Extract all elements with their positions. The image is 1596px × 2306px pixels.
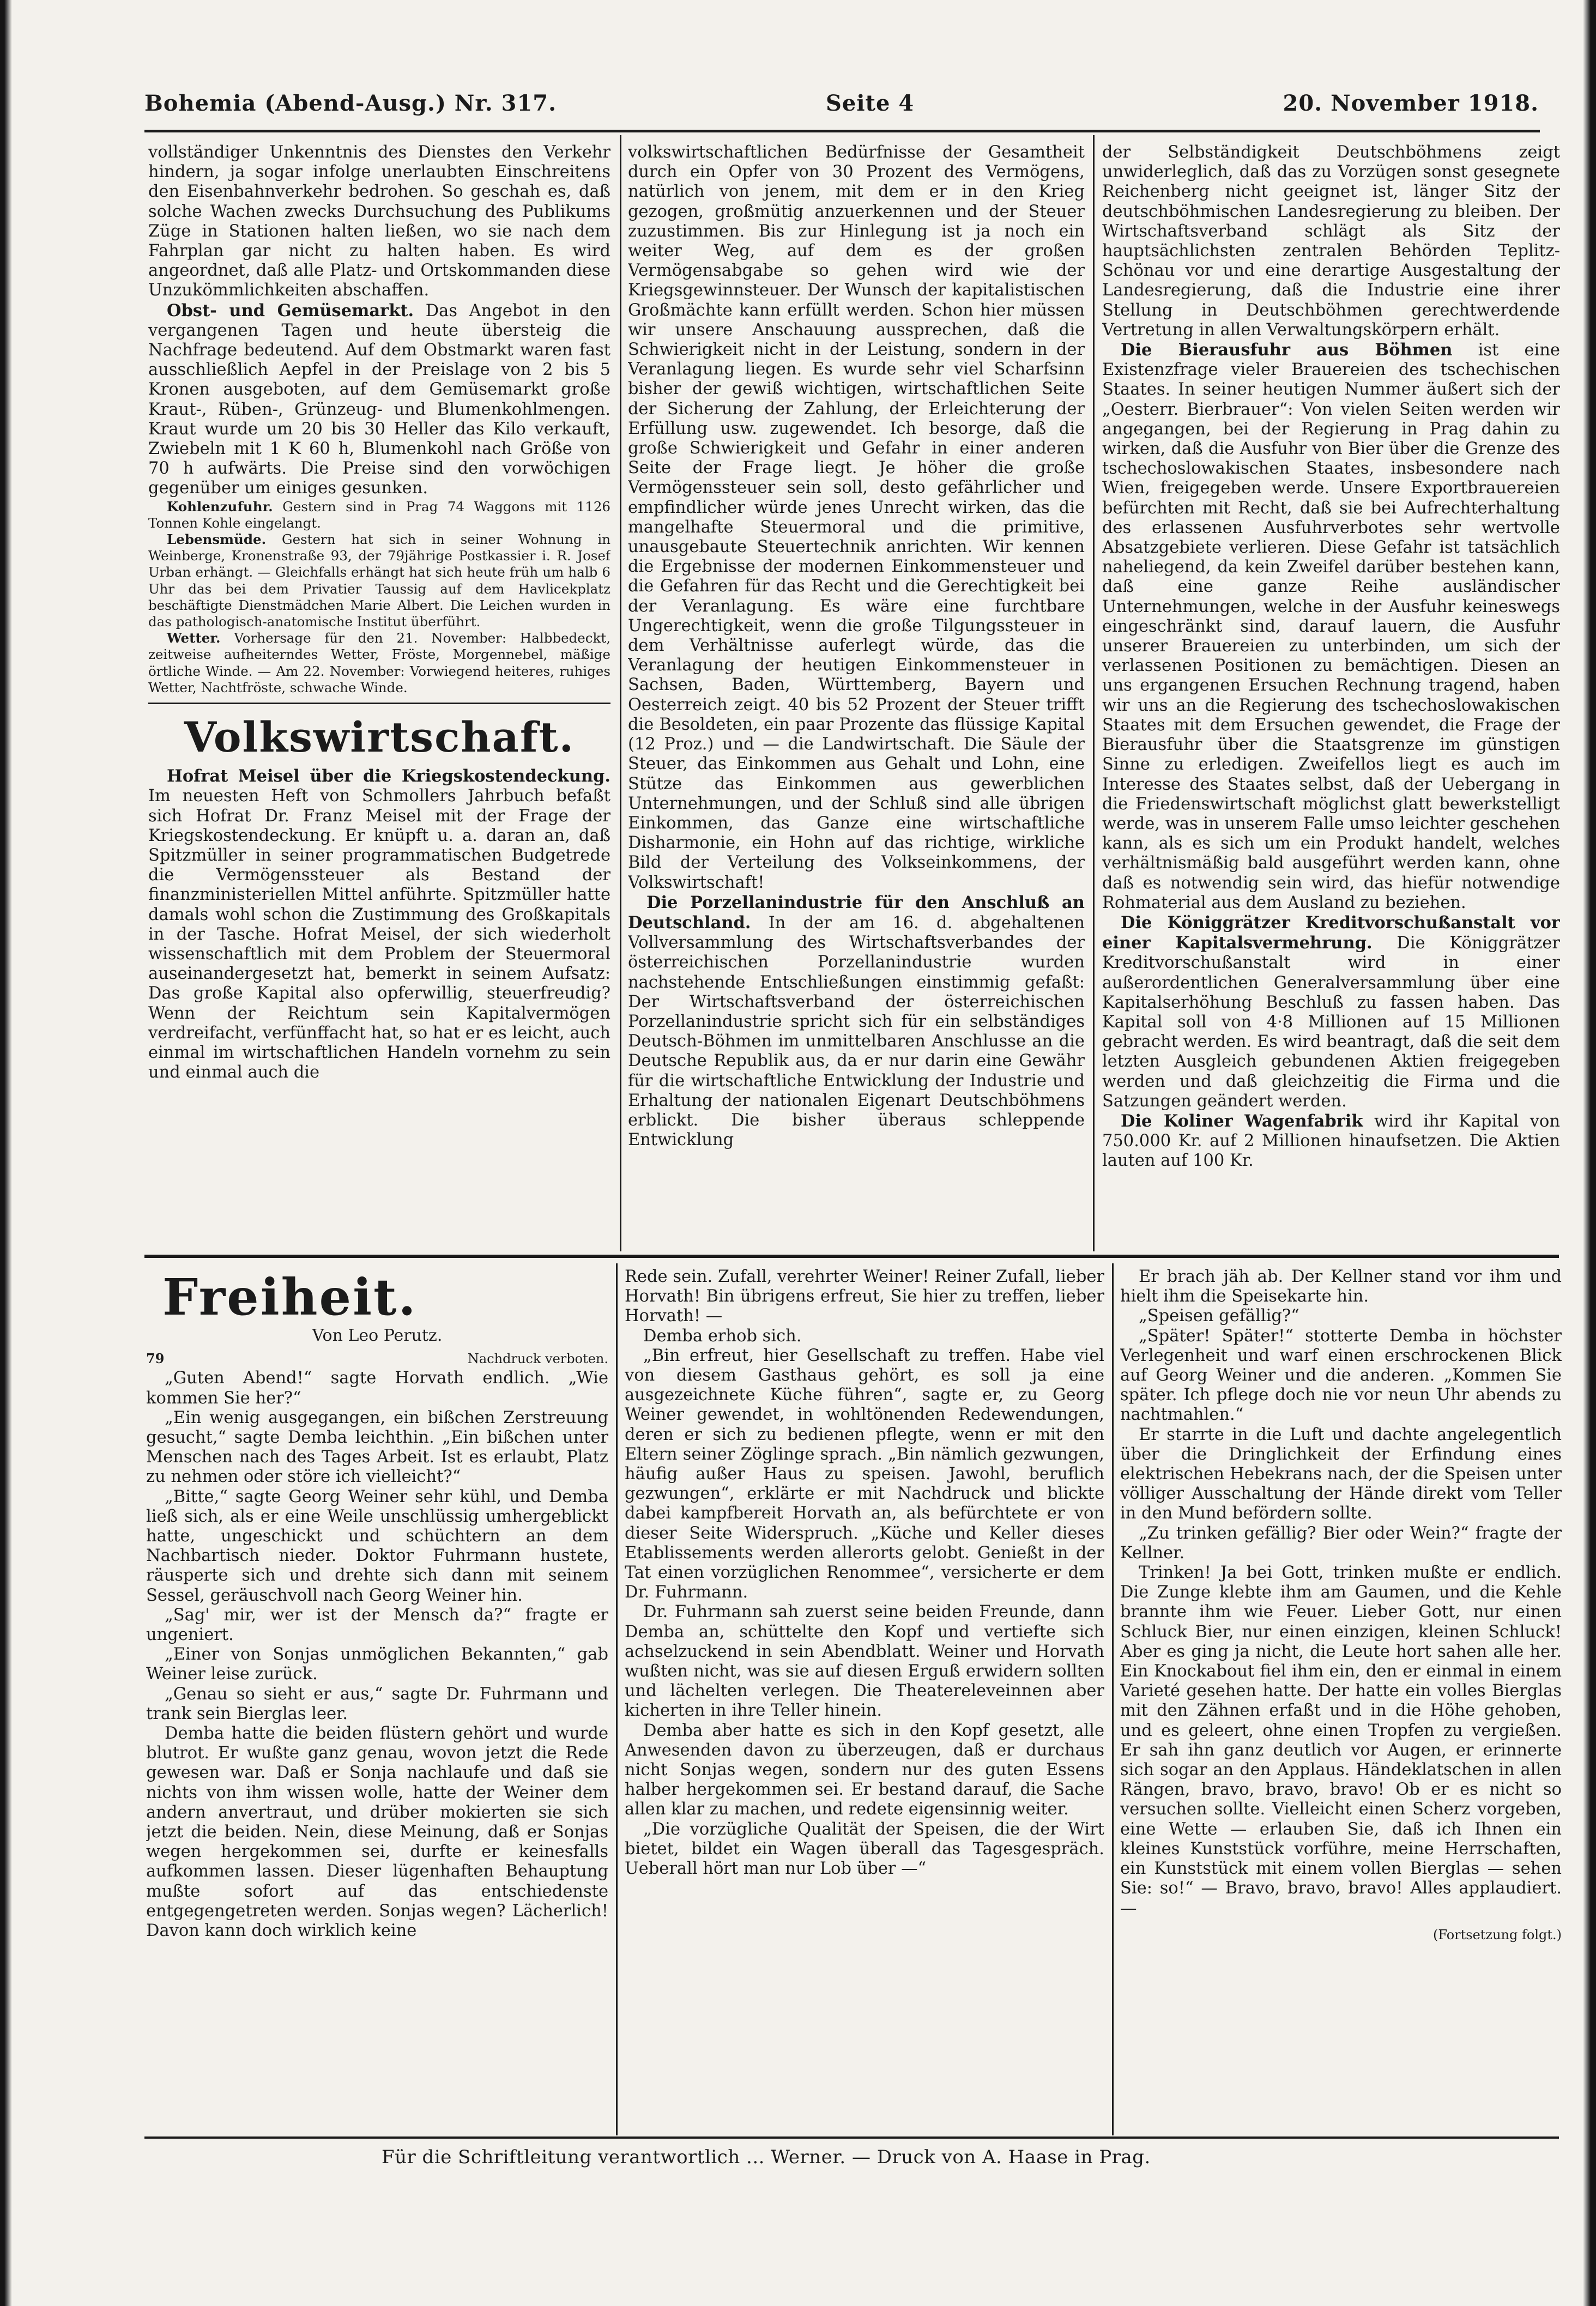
wetter-headline: Wetter.: [167, 630, 221, 646]
article-porzellan: [628, 893, 1085, 1151]
article-kolin: [1102, 1111, 1560, 1171]
story-divider-2: [1112, 1263, 1114, 2135]
story-paragraph: „Die vorzügliche Qualität der Speisen, die der Wirt bietet, bildet ein Wagen überall das Tagesgespräch. Ueberall hört man nur Lob über —“: [625, 1819, 1104, 1879]
porzellan-text: In der am 16. d. abgehaltenen Vollversammlung des Wirtschaftsverbandes der österreichischen Porzellanindustrie wurden nachstehende Entschließungen einstimmig gefaßt: Der Wirtschaftsverband der österreichischen Porzellanindustrie spricht sich für ein selbständiges Deutsch-Böhmen im unmittelbaren Anschlusse an die Deutsche Republik aus, da er nur darin eine Gewähr für die wirtschaftliche Entwicklung der Industrie und Erhaltung der nationalen Eigenart Deutschböhmens erblickt. Die bisher überaus schleppende Entwicklung: [628, 913, 1085, 1150]
story-column-2: [625, 1267, 1104, 2134]
obst-headline: Obst- und Gemüsemarkt.: [167, 300, 414, 320]
page-header: [144, 87, 1539, 125]
column-3: [1102, 143, 1560, 1249]
lebensmuede-text: Gestern hat sich in seiner Wohnung in Weinberge, Kronenstraße 93, der 79jährige Postkassier i. R. Josef Urban erhängt. — Gleichfalls erhängt hat sich heute früh um halb 6 Uhr das bei dem Privatier Taussig auf dem Havlicekplatz beschäftigte Dienstmädchen Marie Albert. Die Leichen wurden in das pathologisch-anatomische Institut überführt.: [148, 531, 610, 630]
article-meisel: [148, 766, 610, 1082]
section-title-volkswirtschaft: Volkswirtschaft.: [184, 713, 575, 762]
to-be-continued: (Fortsetzung folgt.): [1433, 1927, 1562, 1942]
story-paragraph: Er starrte in die Luft und dachte angelegentlich über die Dringlichkeit der Erfindung eines elektrischen Hebekrans nach, der die Speisen unter völliger Ausschaltung der Hände direkt vom Teller in den Mund befördern sollte.: [1120, 1425, 1562, 1523]
section-rule: [148, 703, 610, 704]
article-lebensmuede: [148, 531, 610, 630]
reprint-notice: [146, 1349, 608, 1369]
story-paragraph: Demba aber hatte es sich in den Kopf gesetzt, alle Anwesenden davon zu überzeugen, daß er durchaus nicht Sonjas wegen, sondern nur des guten Essens halber hergekommen sei. Er bestand darauf, die Sache allen klar zu machen, und redete eigensinnig weiter.: [625, 1721, 1104, 1819]
story-paragraph: Trinken! Ja bei Gott, trinken mußte er endlich. Die Zunge klebte ihm am Gaumen, und die Kehle brannte ihm wie Feuer. Lieber Gott, nur einen Schluck Bier, nur einen einzigen, kleinen Schluck! Aber es ging ja nicht, die Leute hort sahen alle her. Ein Knockabout fiel ihm ein, den er einmal in einem Varieté gesehen hatte. Der hatte ein volles Bierglas mit den Zähnen erfaßt und in die Höhe gehoben, und es geleert, ohne einen Tropfen zu vergießen. Er sah ihn ganz deutlich vor Augen, er erinnerte sich sogar an den Applaus. Händeklatschen in allen Rängen, bravo, bravo, bravo! Ob er es nicht so versuchen sollte. Vielleicht einen Scherz vorgeben, eine Wette — erlauben Sie, daß ich Ihnen ein kleines Kunststück vorführe, meine Herrschaften, ein Kunststück mit einem vollen Bierglas — sehen Sie: so!“ — Bravo, bravo, bravo! Alles applaudiert. —: [1120, 1563, 1562, 1918]
article-meisel-continued: volkswirtschaftlichen Bedürfnisse der Gesamtheit durch ein Opfer von 30 Prozent des Vermögens, natürlich von jenem, mit dem er in den Krieg gezogen, großmütig anzuerkennen und der Steuer zuzustimmen. Bis zur Hinlegung ist ja noch ein weiter Weg, auf dem es der großen Vermögensabgabe so gehen wird wie der Kriegsgewinnsteuer. Der Wunsch der kapitalistischen Großmächte kann erfüllt werden. Schon hier müssen wir unsere Anschauung aussprechen, daß die Schwierigkeit nicht in der Leistung, sondern in der Veranlagung liegen. Es wurde sehr viel Scharfsinn bisher der gewiß wichtigen, wirtschaftlichen Seite der Sicherung der Zahlung, der Erleichterung der Erfüllung usw. zugewendet. Ich besorge, daß die große Schwierigkeit und Gefahr in einer anderen Seite der Frage liegt. Je höher die große Vermögenssteuer sein soll, desto gefährlicher und empfindlicher würde jenes Unrecht wirken, das die mangelhafte Steuermoral und die primitive, unausgebaute Steuertechnik anrichten. Wir kennen die Ergebnisse der modernen Einkommensteuer und die Gefahren für das Recht und die Gerechtigkeit bei der Veranlagung. Es wäre eine furchtbare Ungerechtigkeit, wenn die große Tilgungssteuer in dem Verhältnisse auferlegt würde, das die Veranlagung der heutigen Einkommensteuer in Sachsen, Baden, Württemberg, Bayern und Oesterreich zeigt. 40 bis 52 Prozent der Steuer trifft die Besoldeten, ein paar Prozente das flüssige Kapital (12 Proz.) und — die Landwirtschaft. Die Säule der Steuer, das Einkommen aus Gehalt und Lohn, eine Stütze das Einkommen aus gewerblichen Unternehmungen, und der Schluß sind alle übrigen Einkommen, das Ganze eine wirtschaftliche Disharmonie, ein Hohn auf das richtige, wirkliche Bild der Verteilung des Volkseinkommens, der Volkswirtschaft!: [628, 143, 1085, 892]
header-rule: [144, 130, 1540, 132]
article-koeniggraetz: [1102, 913, 1560, 1111]
story-divider-1: [616, 1263, 618, 2135]
header-page-number: Seite 4: [826, 90, 915, 116]
story-paragraph: „Bitte,“ sagte Georg Weiner sehr kühl, und Demba ließ sich, als er eine Weile unschlüssig umhergeblickt hatte, ungeschickt und schüchtern an dem Nachbartisch nieder. Doktor Fuhrmann hustete, räusperte sich und drehte sich dann mit seinem Sessel, geräuschvoll nach Georg Weiner hin.: [146, 1487, 608, 1605]
story-paragraph: „Genau so sieht er aus,“ sagte Dr. Fuhrmann und trank sein Bierglas leer.: [146, 1684, 608, 1723]
story-paragraph: „Sag' mir, wer ist der Mensch da?“ fragte er ungeniert.: [146, 1605, 608, 1645]
kgr-text: Die Königgrätzer Kreditvorschußanstalt wird in einer außerordentlichen Generalversammlung über eine Kapitalserhöhung Beschluß zu fassen haben. Das Kapital soll von 4·8 Millionen auf 15 Millionen gebracht werden. Es wird beantragt, daß die seit dem letzten Ausgleich gebundenen Aktien freigegeben werden und daß gleichzeitig die Firma und die Satzungen geändert werden.: [1102, 934, 1560, 1111]
story-paragraph: „Einer von Sonjas unmöglichen Bekannten,“ gab Weiner leise zurück.: [146, 1645, 608, 1684]
bier-text: ist eine Existenzfrage vieler Brauereien des tschechischen Staates. In seiner heutigen Nummer äußert sich der „Oesterr. Bierbrauer“: Von vielen Seiten werden wir angegangen, bei der Regierung in Prag dahin zu wirken, daß die Ausfuhr von Bier über die Grenze des tschechoslowakischen Staates, insbesondere nach Wien, freigegeben werde. Unsere Exportbrauereien befürchten mit Recht, daß sie bei Aufrechterhaltung des erlassenen Ausfuhrverbotes sehr wertvolle Absatzgebiete verlieren. Diese Gefahr ist tatsächlich naheliegend, da kein Zweifel darüber bestehen kann, daß eine ganze Reihe ausländischer Unternehmungen, welche in der Ausfuhr keineswegs eingeschränkt sind, darauf lauern, die Ausfuhr unserer Brauereien zu unterbinden, um sich der verlassenen Positionen zu bemächtigen. Diesen an uns ergangenen Ersuchen Rechnung tragend, haben wir uns an die Regierung des tschechoslowakischen Staates mit dem Ersuchen gewendet, die Frage der Bierausfuhr über die Staatsgrenze im günstigen Sinne zu erledigen. Zweifellos liegt es auch im Interesse des Staates selbst, daß der Uebergang in die Friedenswirtschaft möglichst glatt bewerkstelligt werde, was in unserem Falle umso leichter geschehen kann, als es sich um ein Produkt handelt, welches verhältnismäßig bald ausgeführt werden kann, ohne daß es notwendig sein wird, das hiefür notwendige Rohmaterial aus dem Ausland zu beziehen.: [1102, 341, 1560, 912]
column-divider-2: [1093, 135, 1095, 1251]
article-bierausfuhr: [1102, 340, 1560, 913]
wetter-text: Vorhersage für den 21. November: Halbbedeckt, zeitweise aufheiterndes Wetter, Fröste, Morgennebel, mäßige örtliche Winde. — Am 22. November: Vorwiegend heiteres, ruhiges Wetter, Nachtfröste, schwache Winde.: [148, 630, 610, 695]
kolin-text: wird ihr Kapital von 750.000 Kr. auf 2 Millionen hinaufsetzen. Die Aktien lauten auf 100 Kr.: [1102, 1111, 1560, 1171]
porzellan-headline: Die Porzellanindustrie für den Anschluß an Deutschland.: [628, 892, 1085, 933]
feuilleton-rule: [144, 1255, 1559, 1258]
column-divider-1: [620, 135, 621, 1251]
story-paragraph: Demba hatte die beiden flüstern gehört und wurde blutrot. Er wußte ganz genau, wovon jetzt die Rede gewesen war. Daß er Sonja nachlaufe und daß sie nichts von ihm wissen wolle, hatte der Weiner dem andern anvertraut, und drüber mokierten sie sich jetzt die beiden. Nein, diese Meinung, daß er Sonjas wegen hergekommen sei, durfte er keinesfalls aufkommen lassen. Dieser lügenhaften Behauptung mußte sofort auf das entschiedenste entgegengetreten werden. Sonjas wegen? Lächerlich! Davon kann doch wirklich keine: [146, 1724, 608, 1941]
obst-text: Das Angebot in den vergangenen Tagen und heute übersteig die Nachfrage bedeutend. Auf dem Obstmarkt waren fast ausschließlich Aepfel in der Preislage von 2 bis 5 Kronen ausgeboten, auf dem Gemüsemarkt große Kraut-, Rüben-, Grünzeug- und Blumenkohlmengen. Kraut wurde um 20 bis 30 Heller das Kilo verkauft, Zwiebeln mit 1 K 60 h, Blumenkohl nach Größe von 70 h aufwärts. Die Preise sind den vorwöchigen gegenüber um einiges gesunken.: [148, 301, 610, 498]
kolin-headline: Die Koliner Wagenfabrik: [1121, 1111, 1363, 1131]
story-paragraph: „Speisen gefällig?“: [1139, 1306, 1299, 1326]
story-column-3: [1120, 1267, 1562, 2134]
kohle-headline: Kohlenzufuhr.: [167, 498, 273, 515]
reprint-text: Nachdruck verboten.: [467, 1351, 608, 1367]
article-wetter: [148, 630, 610, 696]
story-paragraph: Dr. Fuhrmann sah zuerst seine beiden Freunde, dann Demba an, schüttelte den Kopf und vertiefte sich achselzuckend in sein Abendblatt. Weiner und Horvath wußten nicht, was sie auf diesen Erguß erwidern sollten und lächelten verlegen. Die Theatereleveinnen aber kicherten in ihre Teller hinein.: [625, 1602, 1104, 1721]
story-byline: Von Leo Perutz.: [312, 1326, 443, 1345]
article-porzellan-continued: der Selbständigkeit Deutschböhmens zeigt unwiderleglich, daß das zu Vorzügen sonst gesegnete Reichenberg nicht geeignet ist, länger Sitz der deutschböhmischen Landesregierung zu bleiben. Der Wirtschaftsverband schlägt als Sitz der hauptsächlichsten zentralen Behörden Teplitz-Schönau vor und eine derartige Ausgestaltung der Landesregierung, daß die Industrie eine ihrer Stellung in Deutschböhmen gerechtwerdende Vertretung in allen Verwaltungskörpern erhält.: [1102, 143, 1560, 340]
story-paragraph: „Zu trinken gefällig? Bier oder Wein?“ fragte der Kellner.: [1120, 1523, 1562, 1563]
story-paragraph: „Ein wenig ausgegangen, ein bißchen Zerstreuung gesucht,“ sagte Demba leichthin. „Ein bißchen unter Menschen nach des Tages Arbeit. Ist es erlaubt, Platz zu nehmen oder störe ich vielleicht?“: [146, 1408, 608, 1487]
story-paragraph: Demba erhob sich.: [643, 1326, 802, 1346]
story-column-1: [146, 1267, 608, 2134]
story-paragraph: Er brach jäh ab. Der Kellner stand vor ihm und hielt ihm die Speisekarte hin.: [1120, 1267, 1562, 1306]
kohle-text: Gestern sind in Prag 74 Waggons mit 1126 Tonnen Kohle eingelangt.: [148, 498, 610, 531]
article-kohle: [148, 499, 610, 531]
header-date: 20. November 1918.: [1283, 90, 1539, 116]
scan-edge-left: [0, 0, 12, 2306]
article-railway-end: vollständiger Unkenntnis des Dienstes den Verkehr hindern, ja sogar infolge unerlaubten Einschreitens den Eisenbahnverkehr bedrohen. So geschah es, daß solche Wachen zwecks Durchsuchung des Publikums Züge in Stationen halten ließen, wo sie nach dem Fahrplan gar nicht zu halten haben. Es wird angeordnet, daß alle Platz- und Ortskommanden diese Unzukömmlichkeiten abschaffen.: [148, 143, 610, 300]
footer-rule: [144, 2136, 1559, 2139]
scan-edge-right: [1583, 0, 1596, 2306]
story-paragraph: „Bin erfreut, hier Gesellschaft zu treffen. Habe viel von diesem Gasthaus gehört, es soll ja eine ausgezeichnete Küche führen“, sagte er, zu Georg Weiner gewendet, in wohltönenden Redewendungen, deren er sich zu bedienen pflegte, wenn er mit den Eltern seiner Zöglinge sprach. „Bin nämlich gezwungen, häufig außer Haus zu speisen. Jawohl, beruflich gezwungen“, erklärte er mit Nachdruck und blickte dabei kampfbereit Horvath an, als befürchtete er von dieser Seite Widerspruch. „Küche und Keller dieses Etablissements werden allerorts gelobt. Genießt in der Tat einen vorzüglichen Renommee“, versicherte er dem Dr. Fuhrmann.: [625, 1346, 1104, 1602]
imprint-footer: Für die Schriftleitung verantwortlich ... Werner. — Druck von A. Haase in Prag.: [382, 2146, 1151, 2168]
story-title: Freiheit.: [162, 1268, 418, 1327]
story-paragraph: „Guten Abend!“ sagte Horvath endlich. „Wie kommen Sie her?“: [146, 1369, 608, 1408]
installment-number: 79: [146, 1351, 165, 1367]
column-1: [148, 143, 610, 1249]
header-issue: Bohemia (Abend-Ausg.) Nr. 317.: [144, 90, 557, 116]
column-2: [628, 143, 1085, 1249]
story-paragraph: Rede sein. Zufall, verehrter Weiner! Reiner Zufall, lieber Horvath! Bin übrigens erfreut, Sie hier zu treffen, lieber Horvath! —: [625, 1267, 1104, 1326]
meisel-headline: Hofrat Meisel über die Kriegskostendeckung.: [167, 766, 610, 786]
kgr-headline: Die Königgrätzer Kreditvorschußanstalt vor einer Kapitalsvermehrung.: [1102, 912, 1560, 953]
article-obst: [148, 301, 610, 499]
bier-headline: Die Bierausfuhr aus Böhmen: [1121, 340, 1453, 360]
lebensmuede-headline: Lebensmüde.: [167, 531, 267, 548]
meisel-text: Im neuesten Heft von Schmollers Jahrbuch befaßt sich Hofrat Dr. Franz Meisel mit der Frage der Kriegskostendeckung. Er knüpft u. a. daran an, daß Spitzmüller in seiner programmatischen Budgetrede die Vermögenssteuer als Bestand der finanzministeriellen Mittel anführte. Spitzmüller hatte damals wohl schon die Zustimmung des Großkapitals in der Tasche. Hofrat Meisel, der sich wiederholt wissenschaftlich mit dem Problem der Steuermoral auseinandergesetzt hat, bemerkt in seinem Aufsatz: Das große Kapital also opferwillig, steuerfreudig? Wenn der Reichtum sein Kapitalvermögen verdreifacht, verfünffacht hat, so hat er es leicht, auch einmal im wirtschaftlichen Handeln vornehm zu sein und einmal auch die: [148, 786, 610, 1082]
story-paragraph: „Später! Später!“ stotterte Demba in höchster Verlegenheit und warf einen erschrockenen Blick auf Georg Weiner und die anderen. „Kommen Sie später. Ich pflege doch nie vor neun Uhr abends zu nachtmahlen.“: [1120, 1326, 1562, 1425]
